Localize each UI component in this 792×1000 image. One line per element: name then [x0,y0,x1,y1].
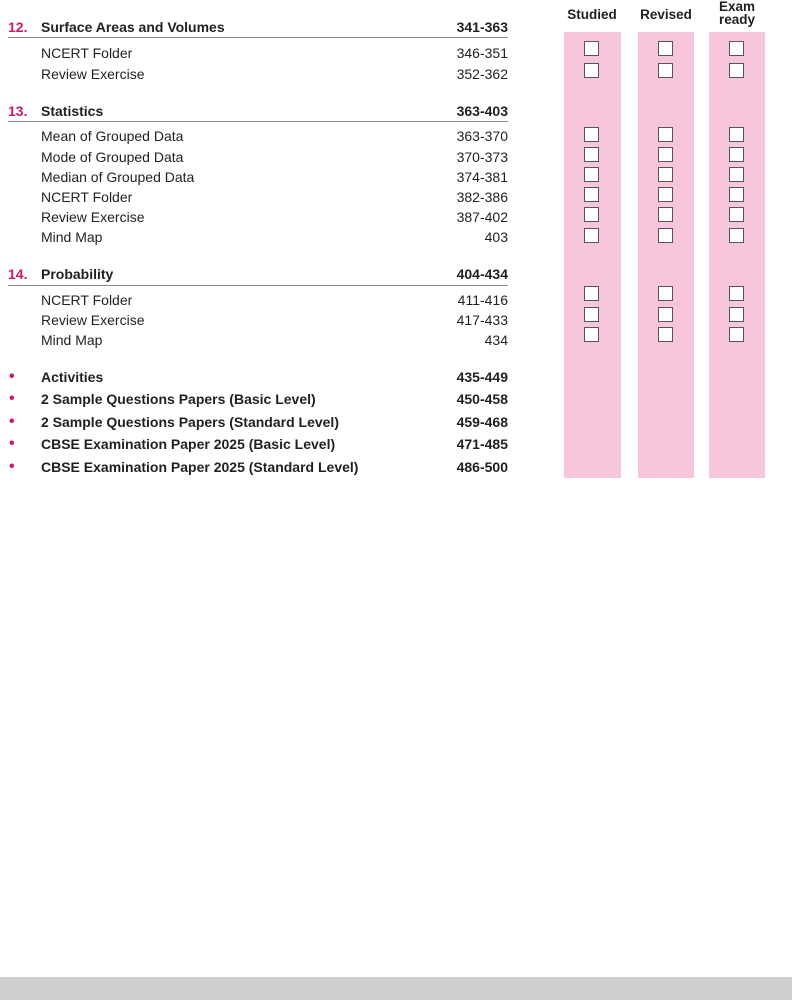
studied-checkbox[interactable] [584,127,599,142]
topic-label: NCERT Folder [41,45,133,61]
revised-checkbox[interactable] [658,327,673,342]
chapter-title: Surface Areas and Volumes [41,19,225,35]
revised-column-strip [638,32,694,478]
topic-pages: 374-381 [456,169,508,185]
topic-pages: 411-416 [457,292,508,308]
extra-pages: 486-500 [456,459,508,475]
chapter-title: Statistics [41,103,104,119]
topic-pages: 346-351 [456,45,508,61]
topic-label: Review Exercise [41,66,145,82]
revised-checkbox[interactable] [658,207,673,222]
topic-label: Mind Map [41,229,103,245]
exam-ready-checkbox[interactable] [729,327,744,342]
chapter-divider [8,37,508,38]
bullet-icon: • [9,413,15,430]
topic-label: NCERT Folder [41,292,133,308]
bullet-icon: • [9,390,15,407]
bullet-icon: • [9,435,15,452]
topic-label: Mean of Grouped Data [41,128,184,144]
studied-checkbox[interactable] [584,41,599,56]
topic-pages: 370-373 [456,149,508,165]
bullet-icon: • [9,368,15,385]
exam-ready-checkbox[interactable] [729,187,744,202]
studied-checkbox[interactable] [584,167,599,182]
revised-checkbox[interactable] [658,63,673,78]
studied-checkbox[interactable] [584,228,599,243]
exam-ready-checkbox[interactable] [729,147,744,162]
extra-pages: 471-485 [456,436,508,452]
extra-title: 2 Sample Questions Papers (Basic Level) [41,391,316,407]
extra-title: CBSE Examination Paper 2025 (Standard Level) [41,459,359,475]
exam-ready-checkbox[interactable] [729,307,744,322]
revised-checkbox[interactable] [658,187,673,202]
column-header-exam-ready: Exam ready [718,0,756,27]
exam-ready-checkbox[interactable] [729,228,744,243]
topic-pages: 403 [484,229,508,245]
exam-ready-checkbox[interactable] [729,286,744,301]
extra-pages: 450-458 [456,391,508,407]
chapter-title: Probability [41,266,114,282]
exam-ready-column-strip [709,32,765,478]
topic-label: Mode of Grouped Data [41,149,184,165]
studied-checkbox[interactable] [584,307,599,322]
exam-ready-checkbox[interactable] [729,63,744,78]
revised-checkbox[interactable] [658,167,673,182]
topic-pages: 382-386 [456,189,508,205]
column-header-studied: Studied [567,7,617,22]
studied-checkbox[interactable] [584,286,599,301]
chapter-number: 14. [8,266,28,282]
extra-title: 2 Sample Questions Papers (Standard Level) [41,414,339,430]
revised-checkbox[interactable] [658,147,673,162]
chapter-pages: 404-434 [456,266,508,282]
chapter-pages: 363-403 [456,103,508,119]
topic-pages: 387-402 [456,209,508,225]
topic-label: Median of Grouped Data [41,169,195,185]
exam-ready-checkbox[interactable] [729,41,744,56]
exam-ready-checkbox[interactable] [729,127,744,142]
chapter-divider [8,285,508,286]
chapter-number: 12. [8,19,28,35]
revised-checkbox[interactable] [658,286,673,301]
extra-title: CBSE Examination Paper 2025 (Basic Level) [41,436,336,452]
chapter-pages: 341-363 [456,19,508,35]
studied-checkbox[interactable] [584,187,599,202]
revised-checkbox[interactable] [658,41,673,56]
studied-checkbox[interactable] [584,327,599,342]
column-header-revised: Revised [640,7,692,22]
topic-pages: 352-362 [456,66,508,82]
topic-pages: 363-370 [456,128,508,144]
topic-label: Mind Map [41,332,103,348]
extra-title: Activities [41,369,104,385]
chapter-number: 13. [8,103,28,119]
studied-checkbox[interactable] [584,63,599,78]
topic-label: NCERT Folder [41,189,133,205]
bullet-icon: • [9,458,15,475]
studied-column-strip [564,32,621,478]
footer-band [0,977,792,1000]
extra-pages: 459-468 [456,414,508,430]
topic-label: Review Exercise [41,209,145,225]
topic-label: Review Exercise [41,312,145,328]
studied-checkbox[interactable] [584,147,599,162]
extra-pages: 435-449 [456,369,508,385]
topic-pages: 434 [484,332,508,348]
topic-pages: 417-433 [456,312,508,328]
studied-checkbox[interactable] [584,207,599,222]
exam-ready-checkbox[interactable] [729,207,744,222]
exam-ready-checkbox[interactable] [729,167,744,182]
revised-checkbox[interactable] [658,228,673,243]
revised-checkbox[interactable] [658,127,673,142]
chapter-divider [8,121,508,122]
revised-checkbox[interactable] [658,307,673,322]
